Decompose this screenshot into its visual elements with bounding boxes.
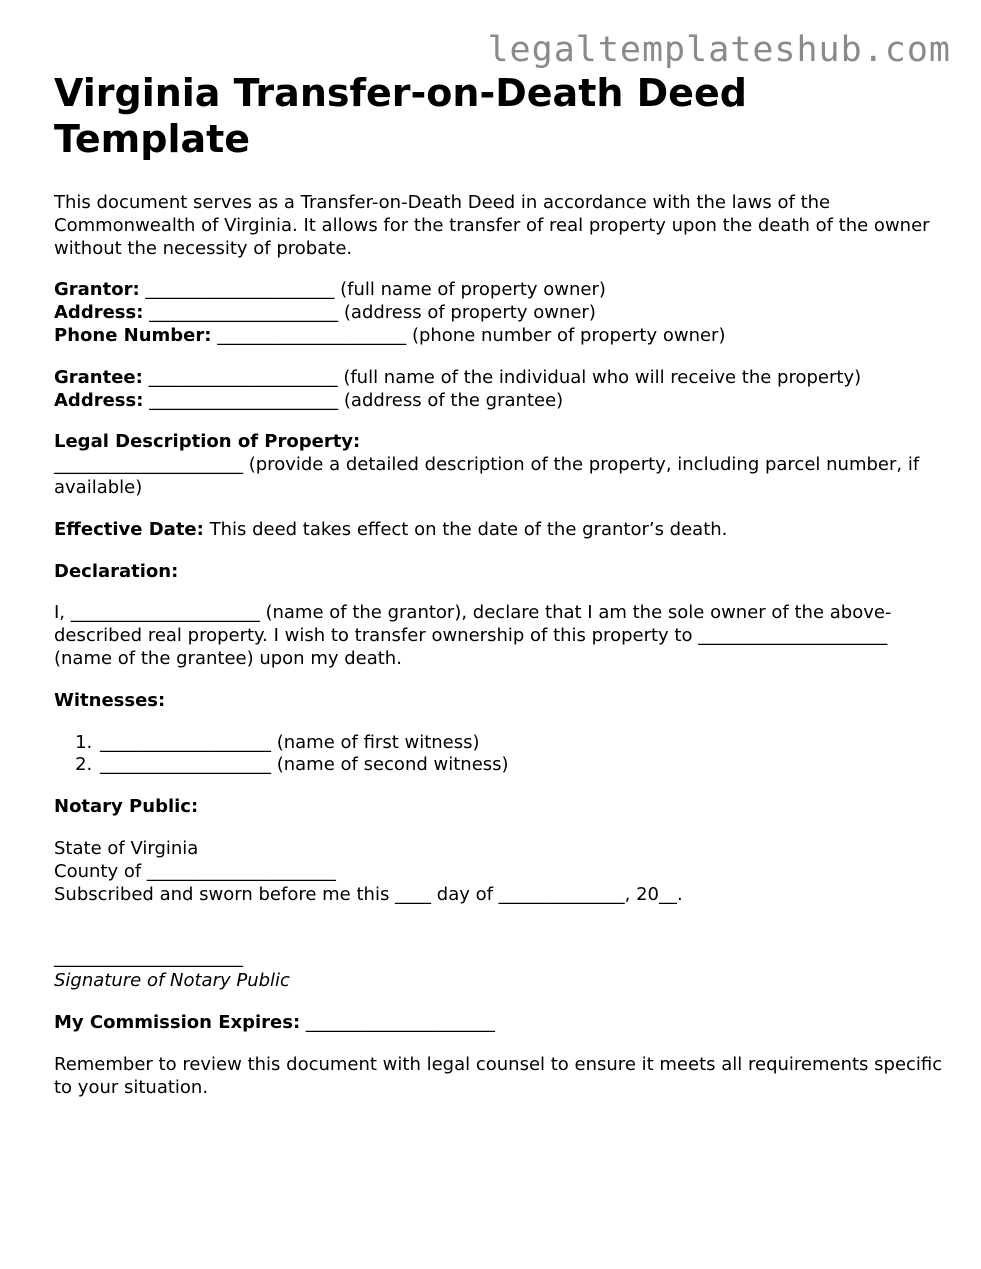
notary-heading-text: Notary Public: <box>54 796 199 818</box>
effective-date-label: Effective Date: <box>54 518 204 540</box>
commission-section <box>54 1012 944 1035</box>
grantor-name-hint: (full name of property owner) <box>340 279 606 301</box>
notary-heading <box>54 796 944 819</box>
notary-sworn: Subscribed and sworn before me this ____ day of ______________, 20__. <box>54 883 683 905</box>
declaration-text: I, _____________________ (name of the grantor), declare that I am the sole owner of the above-described real property. I wish to transfer ownership of this property to _____________________ (name of the grantee) upon my death. <box>54 602 892 669</box>
effective-date-text: This deed takes effect on the date of the grantor’s death. <box>209 518 728 540</box>
grantee-name-blank: _____________________ <box>148 366 338 388</box>
grantor-phone-line <box>54 325 944 348</box>
grantor-name-label: Grantor: <box>54 279 140 301</box>
closing-paragraph: Remember to review this document with legal counsel to ensure it meets all requirements specific to your situation. <box>54 1053 943 1098</box>
grantor-address-line <box>54 302 944 325</box>
grantee-address-line <box>54 390 944 413</box>
grantee-name-line <box>54 367 944 390</box>
witnesses-heading <box>54 690 944 713</box>
notary-state: State of Virginia <box>54 837 199 859</box>
witness-item-1: 1. ___________________ (name of first witness) <box>98 732 944 755</box>
declaration-heading <box>54 561 944 584</box>
notary-county: County of _____________________ <box>54 860 336 882</box>
notary-block <box>54 838 944 906</box>
grantee-name-label: Grantee: <box>54 366 143 388</box>
legal-description-blank: _____________________ <box>54 454 243 476</box>
grantee-address-hint: (address of the grantee) <box>343 389 564 411</box>
legal-description-hint: (provide a detailed description of the property, including parcel number, if available) <box>54 454 920 498</box>
grantor-name-blank: _____________________ <box>145 279 335 301</box>
effective-date-section <box>54 519 944 542</box>
grantor-section <box>54 279 944 347</box>
watermark: legaltemplateshub.com <box>487 30 951 70</box>
page-title: Virginia Transfer-on-Death Deed Template <box>54 71 747 161</box>
intro-paragraph: This document serves as a Transfer-on-Death Deed in accordance with the laws of the Commonwealth of Virginia. It allows for the transfer of real property upon the death of the owner without the necessity of probate. <box>54 192 930 259</box>
grantee-name-hint: (full name of the individual who will receive the property) <box>343 366 862 388</box>
legal-description-section <box>54 431 944 499</box>
notary-signature <box>54 947 944 993</box>
grantee-section <box>54 367 944 413</box>
declaration-heading-text: Declaration: <box>54 560 179 582</box>
grantor-address-hint: (address of property owner) <box>343 302 596 324</box>
legal-description-label: Legal Description of Property: <box>54 431 361 453</box>
commission-blank: _____________________ <box>305 1011 495 1033</box>
grantor-phone-label: Phone Number: <box>54 324 212 346</box>
commission-label: My Commission Expires: <box>54 1011 301 1033</box>
grantor-name-line <box>54 279 944 302</box>
witness-list <box>54 732 944 778</box>
grantor-phone-hint: (phone number of property owner) <box>411 324 726 346</box>
grantee-address-label: Address: <box>54 389 144 411</box>
notary-signature-label: Signature of Notary Public <box>54 970 290 992</box>
witnesses-heading-text: Witnesses: <box>54 689 166 711</box>
grantor-phone-blank: _____________________ <box>217 324 407 346</box>
grantee-address-blank: _____________________ <box>149 389 339 411</box>
document-body <box>54 70 944 1099</box>
witness-item-2: 2. ___________________ (name of second witness) <box>98 754 944 777</box>
notary-signature-line: _____________________ <box>54 947 243 969</box>
grantor-address-label: Address: <box>54 302 144 324</box>
grantor-address-blank: _____________________ <box>149 302 339 324</box>
